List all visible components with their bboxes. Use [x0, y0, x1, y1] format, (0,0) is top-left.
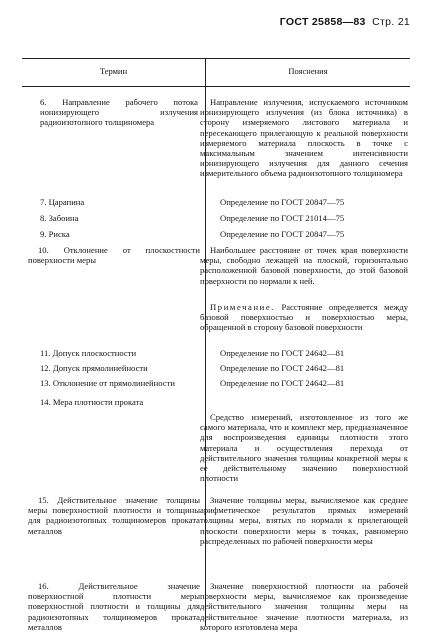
- column-header-explanation: Пояснения: [288, 66, 328, 76]
- explanation-14: Средство измерений, изготовленное из того же самого материала, что и комплект мер, предназначенное для воспроизведения единицы плотности этого материала и осуществления перехода от действительного значения толщины конкретной меры к ее действительному значению поверхностной плотности: [200, 412, 408, 484]
- term-10: 10. Отклонение от плоскостности поверхности меры: [28, 245, 200, 266]
- standard-designation: [280, 16, 410, 28]
- terms-table: [22, 58, 410, 632]
- term-9: 9. Риска: [40, 229, 70, 239]
- term-13: 13. Отклонение от прямолинейности: [40, 378, 175, 388]
- table-top-rule: [22, 58, 410, 59]
- term-6: 6. Направление рабочего потока ионизирующего излучения радиоизотопного толщиномера: [40, 97, 198, 128]
- term-11: 11. Допуск плоскостности: [40, 348, 137, 358]
- explanation-6: Направление излучения, испускаемого источником ионизирующего излучения (из блока источника) в сторону измеряемого листового материала и пересекающего прилегающую к реальной поверхности измеряемого материала плоскость в точке с максимальным значением интенсивности ионизирующего излучения для данного сечения измерительного объема радиоизотопного толщиномера: [200, 97, 408, 179]
- explanation-10: Наибольшее расстояние от точек края поверхности меры, свободно лежащей на плоской, горизонтально расположенной базовой поверхности, до этой базовой поверхности по нормали к ней.: [200, 245, 408, 286]
- explanation-8: Определение по ГОСТ 21014—75: [220, 213, 345, 223]
- explanation-7: Определение по ГОСТ 20847—75: [220, 197, 345, 207]
- table-header-rule: [22, 86, 410, 87]
- page-header: [0, 16, 426, 34]
- explanation-15: Значение толщины меры, вычисляемое как среднее арифметическое результатов прямых измерений толщины меры, взятых по нормали к прилегающей плоскости поверхности меры в точках, равномерно распределенных по рабочей поверхности меры: [200, 495, 408, 546]
- term-14: 14. Мера плотности проката: [40, 397, 144, 407]
- explanation-16: Значение поверхностной плотности на рабочей поверхности меры, вычисляемое как произведение действительного значения толщины меры на действительное значение плотности материала, из которого изготовлена мера: [200, 581, 408, 632]
- note-10: [200, 302, 408, 333]
- term-7: 7. Царапина: [40, 197, 85, 207]
- standard-number: ГОСТ 25858—83: [279, 16, 366, 28]
- note-label: Примечание.: [210, 302, 276, 312]
- explanation-12: Определение по ГОСТ 24642—81: [220, 363, 345, 373]
- note-text: Расстояние определяется между базовой поверхностью и поверхностью меры, обращенной в сторону базовой поверхности: [200, 302, 408, 333]
- column-header-term: Термин: [99, 66, 128, 76]
- term-16: 16. Действительное значение поверхностной плотности меры поверхностной плотности и толщины для радиоизотопных толщиномеров проката металлов: [28, 581, 200, 632]
- term-8: 8. Забоина: [40, 213, 79, 223]
- term-12: 12. Допуск прямолинейности: [40, 363, 148, 373]
- term-15: 15. Действительное значение толщины меры поверхностной плотности и толщины для радиоизотопных толщиномеров проката металлов: [28, 495, 200, 536]
- explanation-9: Определение по ГОСТ 20847—75: [220, 229, 345, 239]
- page-number: Стр. 21: [372, 16, 410, 28]
- explanation-13: Определение по ГОСТ 24642—81: [220, 378, 345, 388]
- explanation-11: Определение по ГОСТ 24642—81: [220, 348, 345, 358]
